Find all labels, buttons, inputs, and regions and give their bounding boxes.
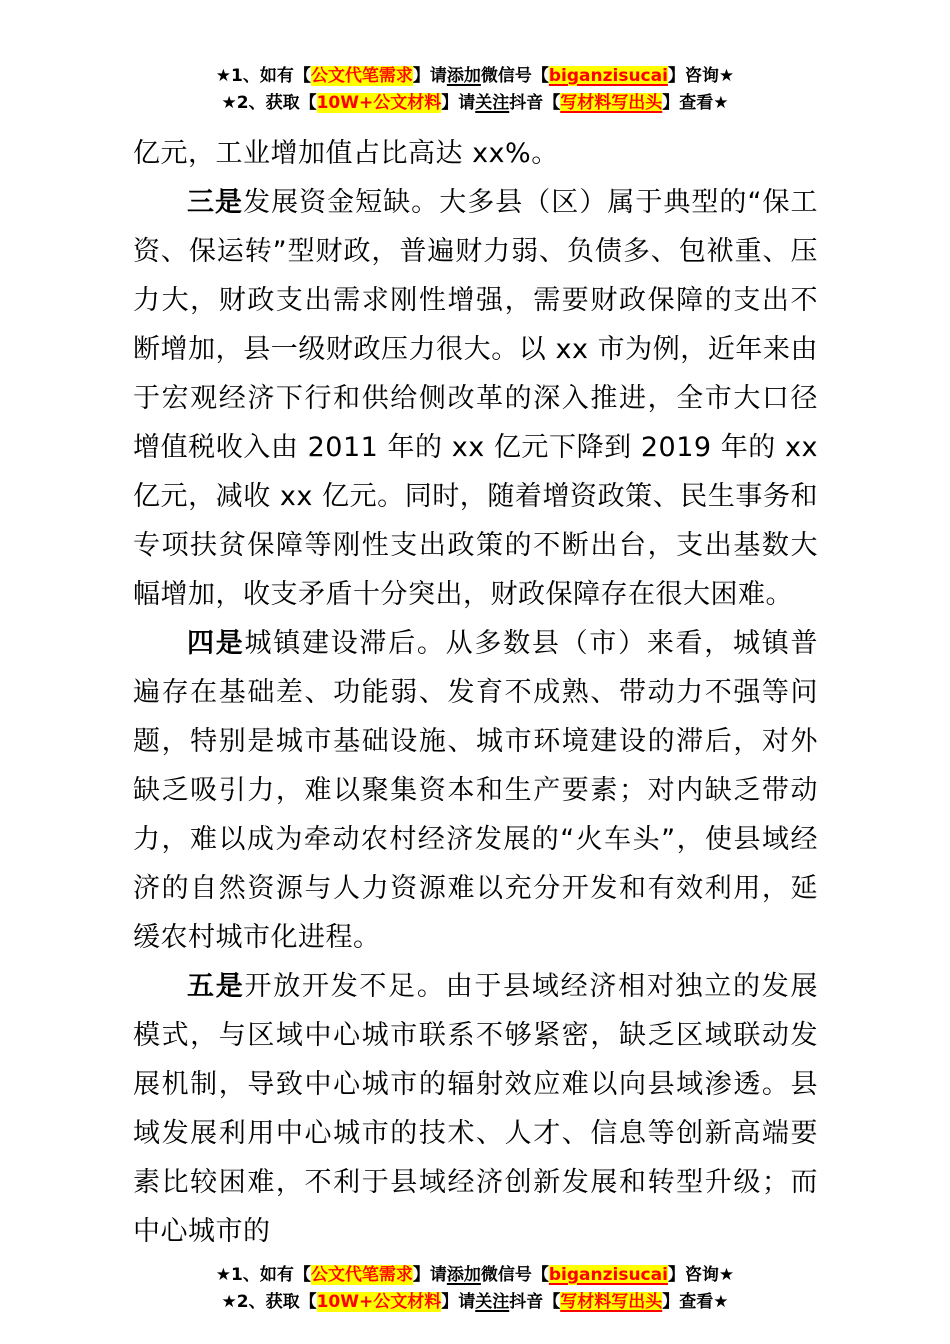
- highlighted-text: 10W+公文材料: [316, 93, 442, 113]
- text-run: 添加: [446, 1265, 481, 1285]
- promo-line-1: [0, 63, 950, 90]
- highlighted-text: biganzisucai: [548, 66, 668, 86]
- promo-line-2: [0, 90, 950, 117]
- highlighted-text: 写材料写出头: [560, 93, 663, 113]
- text-run: ★1、如有【: [215, 1265, 311, 1285]
- text-run: ★2、获取【: [221, 93, 317, 113]
- paragraph-4: [133, 962, 818, 1256]
- highlighted-text: 10W+公文材料: [316, 1292, 442, 1312]
- text-run: 亿元，工业增加值占比高达 xx%。: [133, 138, 559, 169]
- paragraph-1: [133, 129, 818, 178]
- highlighted-text: biganzisucai: [548, 1265, 668, 1285]
- text-run: ★2、获取【: [221, 1292, 317, 1312]
- text-run: 】查看★: [662, 1292, 729, 1312]
- text-run: 开放开发不足。由于县域经济相对独立的发展模式，与区域中心城市联系不够紧密，缺乏区域联动发展机制，导致中心城市的辐射效应难以向县域渗透。县域发展利用中心城市的技术、人才、信息等创新高端要素比较困难，不利于县域经济创新发展和转型升级；而中心城市的: [133, 971, 819, 1247]
- text-run: 抖音【: [509, 93, 561, 113]
- text-run: 】请: [441, 1292, 476, 1312]
- highlighted-text: 写材料写出头: [560, 1292, 663, 1312]
- text-run: 】查看★: [662, 93, 729, 113]
- document-body: [133, 129, 818, 1256]
- text-run: 】咨询★: [667, 66, 735, 86]
- text-run: 】请: [441, 93, 476, 113]
- text-run: ★1、如有【: [215, 66, 311, 86]
- text-run: 】请: [412, 66, 447, 86]
- text-run: 微信号【: [480, 66, 549, 86]
- text-run: 抖音【: [509, 1292, 561, 1312]
- text-run: 添加: [446, 66, 481, 86]
- text-run: 关注: [475, 1292, 510, 1312]
- text-run: 】请: [412, 1265, 447, 1285]
- promo-line-2: [0, 1289, 950, 1316]
- paragraph-2: [133, 178, 818, 619]
- text-run: 关注: [475, 93, 510, 113]
- promo-line-1: [0, 1262, 950, 1289]
- highlighted-text: 公文代笔需求: [310, 1265, 413, 1285]
- text-run: 发展资金短缺。大多县（区）属于典型的“保工资、保运转”型财政，普遍财力弱、负债多、包袱重、压力大，财政支出需求刚性增强，需要财政保障的支出不断增加，县一级财政压力很大。以 xx 市为例，近年来由于宏观经济下行和供给侧改革的深入推进，全市大口径增值税收入由 2011 年的 xx 亿元下降到 2019 年的 xx 亿元，减收 xx 亿元。同时，随着增资政策、民生事务和专项扶贫保障等刚性支出政策的不断出台，支出基数大幅增加，收支矛盾十分突出，财政保障存在很大困难。: [133, 187, 818, 610]
- text-run: 】咨询★: [667, 1265, 735, 1285]
- text-run: 微信号【: [480, 1265, 549, 1285]
- bold-lead-in: 四是: [187, 628, 245, 659]
- promo-banner-top: [0, 0, 950, 117]
- text-run: 城镇建设滞后。从多数县（市）来看，城镇普遍存在基础差、功能弱、发育不成熟、带动力不强等问题，特别是城市基础设施、城市环境建设的滞后，对外缺乏吸引力，难以聚集资本和生产要素；对内缺乏带动力，难以成为牵动农村经济发展的“火车头”，使县域经济的自然资源与人力资源难以充分开发和有效利用，延缓农村城市化进程。: [133, 628, 819, 953]
- bold-lead-in: 五是: [187, 971, 245, 1002]
- bold-lead-in: 三是: [187, 187, 244, 218]
- paragraph-3: [133, 619, 818, 962]
- promo-banner-bottom: [0, 1262, 950, 1316]
- highlighted-text: 公文代笔需求: [310, 66, 413, 86]
